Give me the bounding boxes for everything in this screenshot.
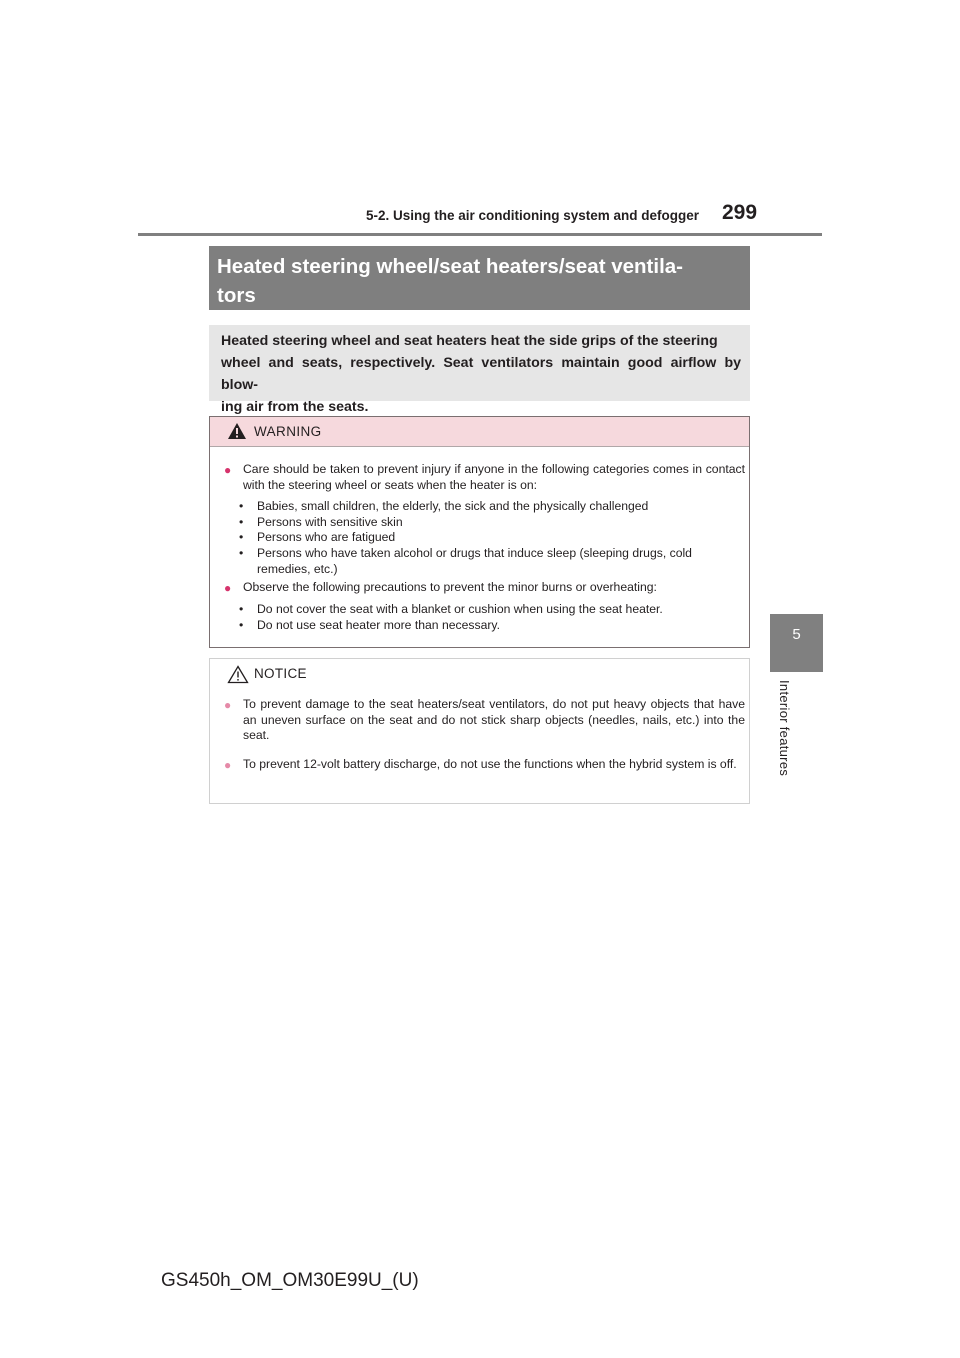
warning-header: [210, 417, 749, 447]
bullet-dot-icon: ●: [224, 698, 232, 712]
warning-triangle-icon: [227, 422, 247, 440]
notice-title: NOTICE: [254, 666, 307, 681]
page-number: 299: [722, 201, 758, 224]
page-title: [209, 246, 750, 310]
sub-bullet-icon: •: [239, 515, 244, 529]
intro-summary: [209, 325, 750, 415]
page-title-line-2: tors: [217, 284, 256, 307]
warning-subitem: [239, 618, 739, 634]
warning-subitem-text: Babies, small children, the elderly, the sick and the physically challenged: [257, 499, 649, 513]
notice-box: [209, 658, 750, 804]
warning-subitem: [239, 546, 739, 577]
warning-subitem: [239, 602, 739, 618]
bullet-dot-icon: ●: [224, 463, 232, 477]
warning-box: [209, 416, 750, 648]
warning-subitem: [239, 499, 739, 515]
warning-bullet: [224, 462, 745, 493]
warning-subitem: [239, 530, 739, 546]
sub-bullet-icon: •: [239, 618, 244, 632]
warning-bullet-text: Observe the following precautions to prevent the minor burns or overheating:: [243, 580, 657, 594]
page-title-line-1: Heated steering wheel/seat heaters/seat ventila-: [217, 255, 684, 278]
sub-bullet-icon: •: [239, 602, 244, 616]
warning-subitem-text: Persons who are fatigued: [257, 530, 396, 544]
warning-subitem-text: Do not cover the seat with a blanket or cushion when using the seat heater.: [257, 602, 663, 616]
notice-bullet-text: To prevent damage to the seat heaters/seat ventilators, do not put heavy objects that have an uneven surface on the seat and do not stick sharp objects (needles, nails, etc.) into the seat.: [243, 697, 745, 743]
section-heading: 5-2. Using the air conditioning system and defogger: [366, 208, 700, 223]
warning-subitem-text: Do not use seat heater more than necessary.: [257, 618, 500, 632]
sub-bullet-icon: •: [239, 530, 244, 544]
warning-subitem-text: Persons who have taken alcohol or drugs that induce sleep (sleeping drugs, cold remedies, etc.): [257, 546, 692, 576]
sub-bullet-icon: •: [239, 546, 244, 560]
warning-title: WARNING: [254, 424, 322, 439]
intro-line-2: wheel and seats, respectively. Seat ventilators maintain good airflow by blow-: [221, 355, 741, 393]
sub-bullet-icon: •: [239, 499, 244, 513]
warning-subitem-text: Persons with sensitive skin: [257, 515, 403, 529]
notice-bullet: [224, 757, 745, 773]
warning-subitem: [239, 515, 739, 531]
chapter-number: 5: [792, 626, 801, 643]
intro-line-1: Heated steering wheel and seat heaters heat the side grips of the steering: [221, 333, 718, 349]
chapter-label: Interior features: [777, 680, 792, 777]
chapter-tab: [770, 614, 823, 672]
notice-triangle-icon: [227, 665, 249, 684]
warning-bullet-text: Care should be taken to prevent injury if anyone in the following categories comes in contact with the steering wheel or seats when the heater is on:: [243, 462, 745, 492]
header-rule: [138, 233, 822, 236]
document-code-footer: GS450h_OM_OM30E99U_(U): [161, 1270, 419, 1291]
intro-line-3: ing air from the seats.: [221, 399, 369, 415]
notice-bullet: [224, 697, 745, 744]
notice-bullet-text: To prevent 12-volt battery discharge, do not use the functions when the hybrid system is off.: [243, 757, 737, 771]
bullet-dot-icon: ●: [224, 758, 232, 772]
warning-bullet: [224, 580, 745, 596]
bullet-dot-icon: ●: [224, 581, 232, 595]
